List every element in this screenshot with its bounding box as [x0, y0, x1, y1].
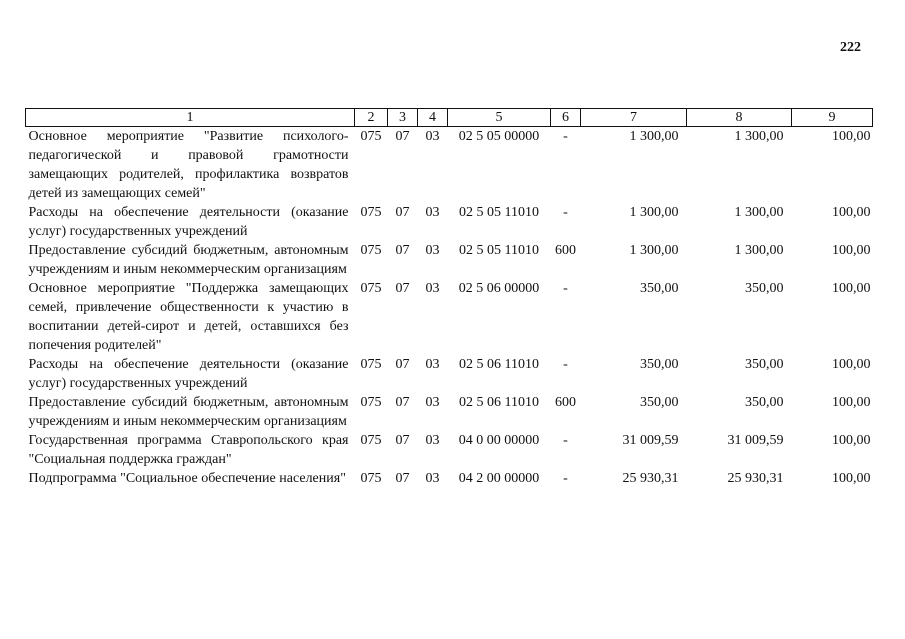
target-article-cell: 04 2 00 00000 — [458, 471, 540, 486]
section-code-cell: 07 — [395, 357, 410, 372]
actual-amount-cell: 31 009,59 — [727, 433, 784, 448]
planned-amount-cell: 25 930,31 — [622, 471, 679, 486]
ministry-code-cell: 075 — [360, 395, 382, 410]
subsection-code-cell: 03 — [425, 471, 440, 486]
ministry-code-cell: 075 — [360, 471, 382, 486]
expense-type-cell: - — [563, 205, 568, 220]
percent-cell: 100,00 — [832, 357, 871, 372]
actual-amount-cell: 1 300,00 — [734, 129, 784, 144]
subsection-code-cell: 03 — [425, 281, 440, 296]
column-header: 6 — [551, 109, 581, 127]
planned-amount-cell: 350,00 — [640, 357, 679, 372]
section-code-cell: 07 — [395, 205, 410, 220]
column-header: 5 — [448, 109, 551, 127]
subsection-code-cell: 03 — [425, 243, 440, 258]
planned-amount-cell: 350,00 — [640, 281, 679, 296]
ministry-code-cell: 075 — [360, 243, 382, 258]
target-article-cell: 02 5 06 00000 — [458, 281, 540, 296]
percent-cell: 100,00 — [832, 395, 871, 410]
row-name-cell: Основное мероприятие "Развитие психолого-педагогической и правовой грамотности замещающих родителей, профилактика возвратов детей из замещающих семей" — [28, 129, 349, 201]
table-row — [26, 241, 873, 279]
row-name-cell: Государственная программа Ставропольского края "Социальная поддержка граждан" — [28, 433, 349, 467]
expense-type-cell: - — [563, 471, 568, 486]
expense-type-cell: - — [563, 281, 568, 296]
planned-amount-cell: 31 009,59 — [622, 433, 679, 448]
column-header: 2 — [355, 109, 388, 127]
section-code-cell: 07 — [395, 129, 410, 144]
row-name-cell: Предоставление субсидий бюджетным, автономным учреждениям и иным некоммерческим организациям — [28, 395, 349, 429]
ministry-code-cell: 075 — [360, 433, 382, 448]
ministry-code-cell: 075 — [360, 205, 382, 220]
table-row — [26, 279, 873, 355]
ministry-code-cell: 075 — [360, 357, 382, 372]
row-name-cell: Подпрограмма "Социальное обеспечение населения" — [28, 471, 346, 486]
table-row — [26, 355, 873, 393]
subsection-code-cell: 03 — [425, 433, 440, 448]
planned-amount-cell: 1 300,00 — [629, 205, 679, 220]
actual-amount-cell: 350,00 — [745, 281, 784, 296]
column-header: 4 — [418, 109, 448, 127]
section-code-cell: 07 — [395, 281, 410, 296]
percent-cell: 100,00 — [832, 471, 871, 486]
target-article-cell: 02 5 06 11010 — [459, 395, 539, 410]
column-header: 8 — [687, 109, 792, 127]
section-code-cell: 07 — [395, 243, 410, 258]
table-row — [26, 393, 873, 431]
expense-type-cell: - — [563, 433, 568, 448]
ministry-code-cell: 075 — [360, 281, 382, 296]
table-row — [26, 203, 873, 241]
actual-amount-cell: 350,00 — [745, 395, 784, 410]
percent-cell: 100,00 — [832, 433, 871, 448]
planned-amount-cell: 1 300,00 — [629, 243, 679, 258]
planned-amount-cell: 1 300,00 — [629, 129, 679, 144]
expense-type-cell: 600 — [555, 395, 576, 410]
actual-amount-cell: 350,00 — [745, 357, 784, 372]
column-header: 3 — [388, 109, 418, 127]
actual-amount-cell: 1 300,00 — [734, 205, 784, 220]
row-name-cell: Расходы на обеспечение деятельности (оказание услуг) государственных учреждений — [28, 205, 349, 239]
percent-cell: 100,00 — [832, 281, 871, 296]
column-header: 7 — [581, 109, 687, 127]
expense-type-cell: - — [563, 129, 568, 144]
expense-type-cell: - — [563, 357, 568, 372]
planned-amount-cell: 350,00 — [640, 395, 679, 410]
row-name-cell: Основное мероприятие "Поддержка замещающих семей, привлечение общественности к участию в воспитании детей-сирот и детей, оставшихся без попечения родителей" — [28, 281, 349, 353]
table-body — [26, 127, 873, 490]
percent-cell: 100,00 — [832, 243, 871, 258]
section-code-cell: 07 — [395, 471, 410, 486]
percent-cell: 100,00 — [832, 129, 871, 144]
column-header: 1 — [26, 109, 355, 127]
row-name-cell: Предоставление субсидий бюджетным, автономным учреждениям и иным некоммерческим организациям — [28, 243, 349, 277]
row-name-cell: Расходы на обеспечение деятельности (оказание услуг) государственных учреждений — [28, 357, 349, 391]
subsection-code-cell: 03 — [425, 357, 440, 372]
table-row — [26, 431, 873, 469]
column-header: 9 — [792, 109, 873, 127]
target-article-cell: 02 5 05 00000 — [458, 129, 540, 144]
expense-type-cell: 600 — [555, 243, 576, 258]
table-row — [26, 469, 873, 489]
page-number: 222 — [840, 40, 861, 55]
column-number-header — [26, 109, 873, 127]
subsection-code-cell: 03 — [425, 205, 440, 220]
percent-cell: 100,00 — [832, 205, 871, 220]
target-article-cell: 02 5 05 11010 — [459, 205, 539, 220]
actual-amount-cell: 25 930,31 — [727, 471, 784, 486]
table-row — [26, 127, 873, 204]
section-code-cell: 07 — [395, 395, 410, 410]
budget-table — [25, 108, 873, 489]
ministry-code-cell: 075 — [360, 129, 382, 144]
actual-amount-cell: 1 300,00 — [734, 243, 784, 258]
target-article-cell: 02 5 06 11010 — [459, 357, 539, 372]
subsection-code-cell: 03 — [425, 395, 440, 410]
section-code-cell: 07 — [395, 433, 410, 448]
subsection-code-cell: 03 — [425, 129, 440, 144]
target-article-cell: 02 5 05 11010 — [459, 243, 539, 258]
target-article-cell: 04 0 00 00000 — [458, 433, 540, 448]
